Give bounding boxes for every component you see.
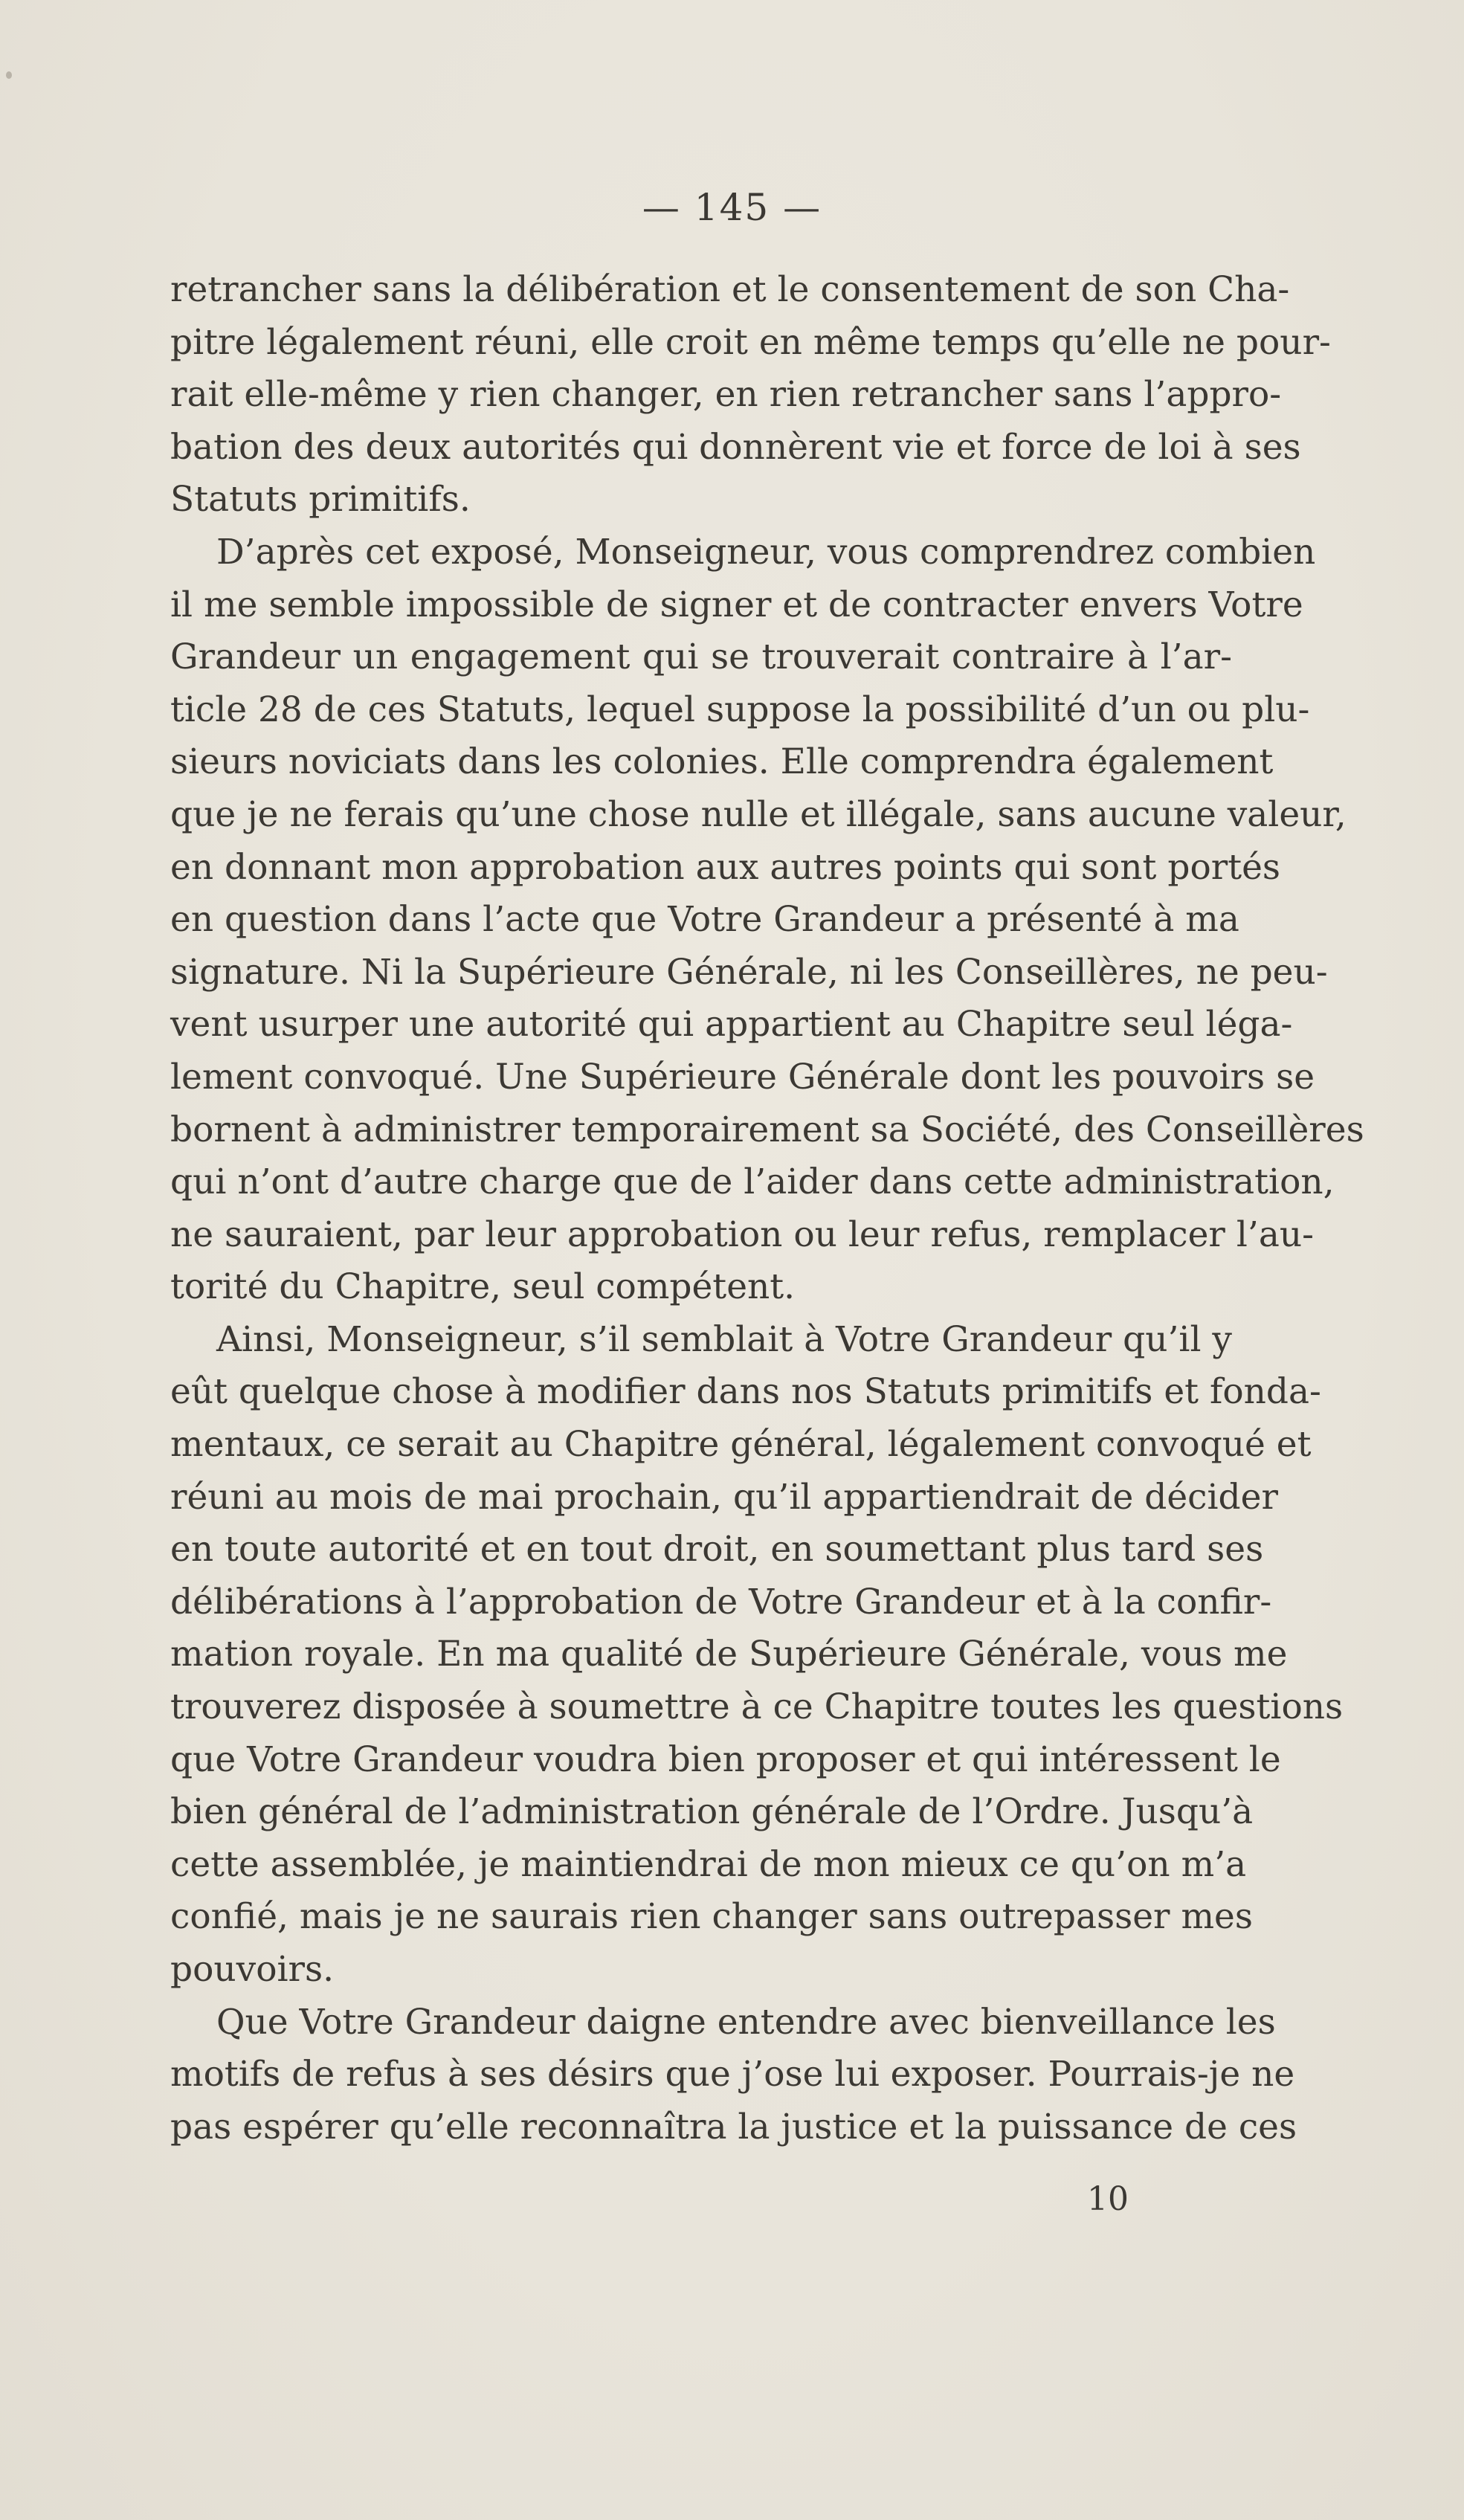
text-line: en question dans l’acte que Votre Grandeur a présenté à ma <box>170 899 1239 941</box>
paragraph-2 <box>170 526 1364 1314</box>
text-line: signature. Ni la Supérieure Générale, ni les Conseillères, ne peu- <box>170 951 1328 993</box>
paragraph-1 <box>170 264 1331 526</box>
body-text <box>170 264 1364 2153</box>
text-line: délibérations à l’approbation de Votre Grandeur et à la confir- <box>170 1581 1272 1622</box>
text-line: retrancher sans la délibération et le consentement de son Cha- <box>170 269 1290 310</box>
text-line: mentaux, ce serait au Chapitre général, légalement convoqué et <box>170 1424 1312 1466</box>
text-line: vent usurper une autorité qui appartient au Chapitre seul léga- <box>170 1004 1293 1045</box>
text-line: Ainsi, Monseigneur, s’il semblait à Votre Grandeur qu’il y <box>216 1318 1232 1360</box>
text-line: lement convoqué. Une Supérieure Générale dont les pouvoirs se <box>170 1056 1315 1098</box>
text-line: en toute autorité et en tout droit, en soumettant plus tard ses <box>170 1529 1264 1570</box>
text-line: cette assemblée, je maintiendrai de mon mieux ce qu’on m’a <box>170 1843 1247 1885</box>
text-line: torité du Chapitre, seul compétent. <box>170 1266 796 1308</box>
text-line: trouverez disposée à soumettre à ce Chapitre toutes les questions <box>170 1686 1344 1728</box>
text-line: réuni au mois de mai prochain, qu’il appartiendrait de décider <box>170 1476 1278 1518</box>
paragraph-3 <box>170 1314 1344 1997</box>
text-line: pas espérer qu’elle reconnaîtra la justice et la puissance de ces <box>170 2106 1297 2147</box>
text-line: bornent à administrer temporairement sa Société, des Conseillères <box>170 1109 1364 1150</box>
text-line: sieurs noviciats dans les colonies. Elle comprendra également <box>170 741 1274 783</box>
text-line: qui n’ont d’autre charge que de l’aider dans cette administration, <box>170 1161 1335 1203</box>
text-line: pouvoirs. <box>170 1949 335 1990</box>
paragraph-4 <box>170 1997 1297 2154</box>
text-line: bation des deux autorités qui donnèrent vie et force de loi à ses <box>170 426 1301 468</box>
page-number: — 145 — <box>642 186 822 229</box>
text-line: bien général de l’administration générale de l’Ordre. Jusqu’à <box>170 1791 1254 1833</box>
signature-mark: 10 <box>1087 2180 1129 2218</box>
text-line: ticle 28 de ces Statuts, lequel suppose la possibilité d’un ou plu- <box>170 689 1310 730</box>
text-line: mation royale. En ma qualité de Supérieure Générale, vous me <box>170 1634 1288 1675</box>
text-line: Statuts primitifs. <box>170 479 471 521</box>
text-line: Grandeur un engagement qui se trouverait contraire à l’ar- <box>170 637 1232 678</box>
text-line: D’après cet exposé, Monseigneur, vous comprendrez combien <box>216 531 1316 573</box>
text-line: il me semble impossible de signer et de contracter envers Votre <box>170 584 1303 625</box>
text-line: en donnant mon approbation aux autres points qui sont portés <box>170 846 1281 888</box>
text-line: ne sauraient, par leur approbation ou leur refus, remplacer l’au- <box>170 1214 1314 1255</box>
text-line: Que Votre Grandeur daigne entendre avec bienveillance les <box>216 2001 1276 2043</box>
text-line: motifs de refus à ses désirs que j’ose lui exposer. Pourrais-je ne <box>170 2054 1295 2095</box>
paper-speck <box>6 71 12 79</box>
text-line: rait elle-même y rien changer, en rien retrancher sans l’appro- <box>170 374 1282 416</box>
text-line: que Votre Grandeur voudra bien proposer et qui intéressent le <box>170 1738 1281 1780</box>
text-line: pitre légalement réuni, elle croit en même temps qu’elle ne pour- <box>170 321 1331 363</box>
text-line: confié, mais je ne saurais rien changer sans outrepasser mes <box>170 1896 1253 1938</box>
text-line: que je ne ferais qu’une chose nulle et illégale, sans aucune valeur, <box>170 793 1347 835</box>
text-line: eût quelque chose à modifier dans nos Statuts primitifs et fonda- <box>170 1371 1321 1413</box>
